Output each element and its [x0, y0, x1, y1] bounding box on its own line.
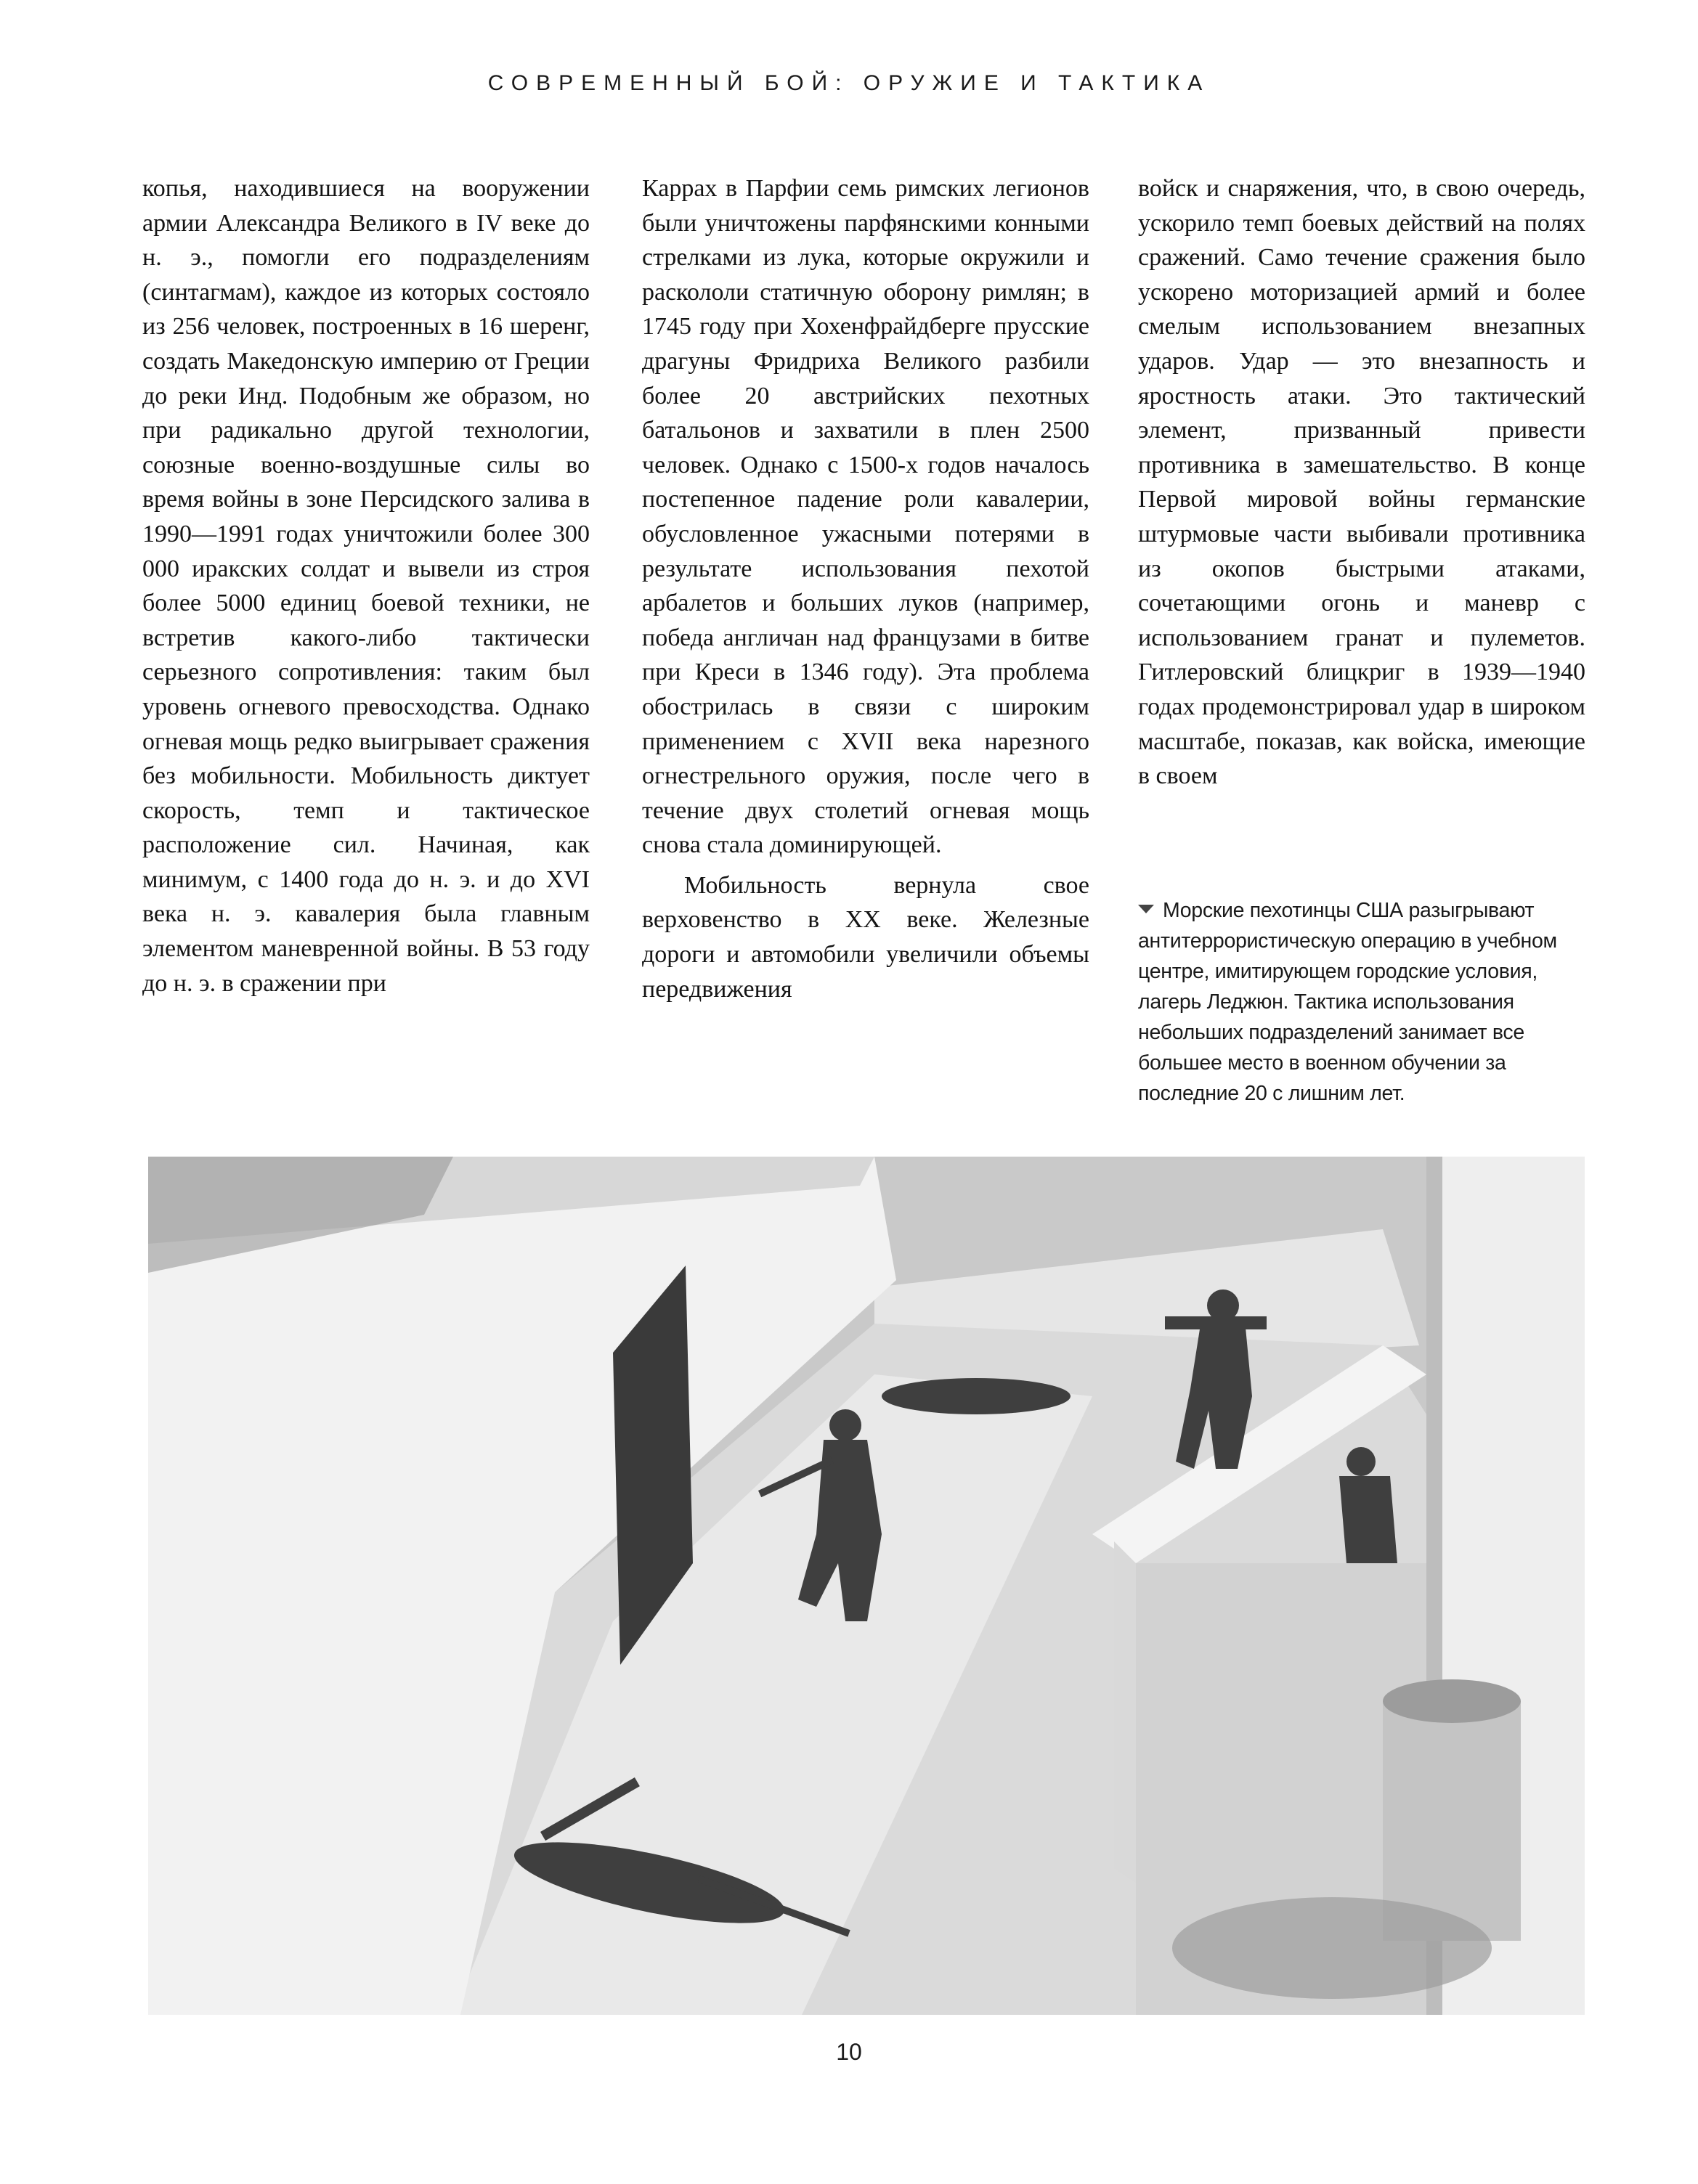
- page-number: 10: [836, 2039, 862, 2065]
- paragraph: Каррах в Парфии семь римских легионов были уничтожены парфянскими конными стрелками из лука, которые окружили и раскололи статичную оборону римлян; в 1745 году при Хохенфрайдберге прусские драгуны Фридриха Великого разбили более 20 австрийских пехотных батальонов и захватили в плен 2500 человек. Однако с 1500-х годов началось постепенное падение роли кавалерии, обусловленное ужасными потерями в результате использования пехотой арбалетов и больших луков (например, победа англичан над французами в битве при Креси в 1346 году). Эта проблема обострилась в связи с широким применением с XVII века нарезного огнестрельного оружия, после чего в течение двух столетий огневая мощь снова стала доминирующей.: [642, 175, 1089, 859]
- paragraph: копья, находившиеся на вооружении армии Александра Великого в IV веке до н. э., помогли его подразделениям (синтагмам), каждое из которых состояло из 256 человек, построенных в 16 шеренг, создать Македонскую империю от Греции до реки Инд. Подобным же образом, но при радикально другой технологии, союзные военно-воздушные силы во время войны в зоне Персидского залива в 1990—1991 годах уничтожили более 300 000 иракских солдат и вывели из строя более 5000 единиц боевой техники, не встретив какого-либо тактически серьезного сопротивления: таким был уровень огневого превосходства. Однако огневая мощь редко выигрывает сражения без мобильности. Мобильность диктует скорость, темп и тактическое расположение сил. Начиная, как минимум, с 1400 года до н. э. и до XVI века н. э. кавалерия была главным элементом маневренной войны. В 53 году до н. э. в сражении при: [142, 175, 590, 997]
- photo-illustration: [148, 1157, 1585, 2015]
- triangle-down-icon: [1138, 905, 1154, 913]
- training-photo: [148, 1157, 1585, 2015]
- text-column-3: [1138, 171, 1585, 794]
- paragraph: войск и снаряжения, что, в свою очередь, ускорило темп боевых действий на полях сражений. Само течение сражения было ускорено моторизацией армий и более смелым использованием внезапных ударов. Удар — это внезапность и яростность атаки. Это тактический элемент, призванный привести противника в замешательство. В конце Первой мировой войны германские штурмовые части выбивали противника из окопов быстрыми атаками, сочетающими огонь и маневр с использованием гранат и пулеметов. Гитлеровский блицкриг в 1939—1940 годах продемонстрировал удар в широком масштабе, показав, как войска, имеющие в своем: [1138, 175, 1585, 790]
- text-column-1: [142, 171, 590, 1001]
- text-column-2: [642, 171, 1089, 1006]
- running-title: СОВРЕМЕННЫЙ БОЙ: ОРУЖИЕ И ТАКТИКА: [487, 71, 1211, 95]
- paragraph: Мобильность вернула свое верховенство в XX веке. Железные дороги и автомобили увеличили объемы передвижения: [642, 871, 1089, 1003]
- caption-text: Морские пехотинцы США разыгрывают антитеррористическую операцию в учебном центре, имитирующем городские условия, лагерь Леджюн. Тактика использования небольших подразделений занимает все большее место в военном обучении за последние 20 с лишним лет.: [1138, 899, 1557, 1105]
- photo-caption: [1138, 895, 1603, 1109]
